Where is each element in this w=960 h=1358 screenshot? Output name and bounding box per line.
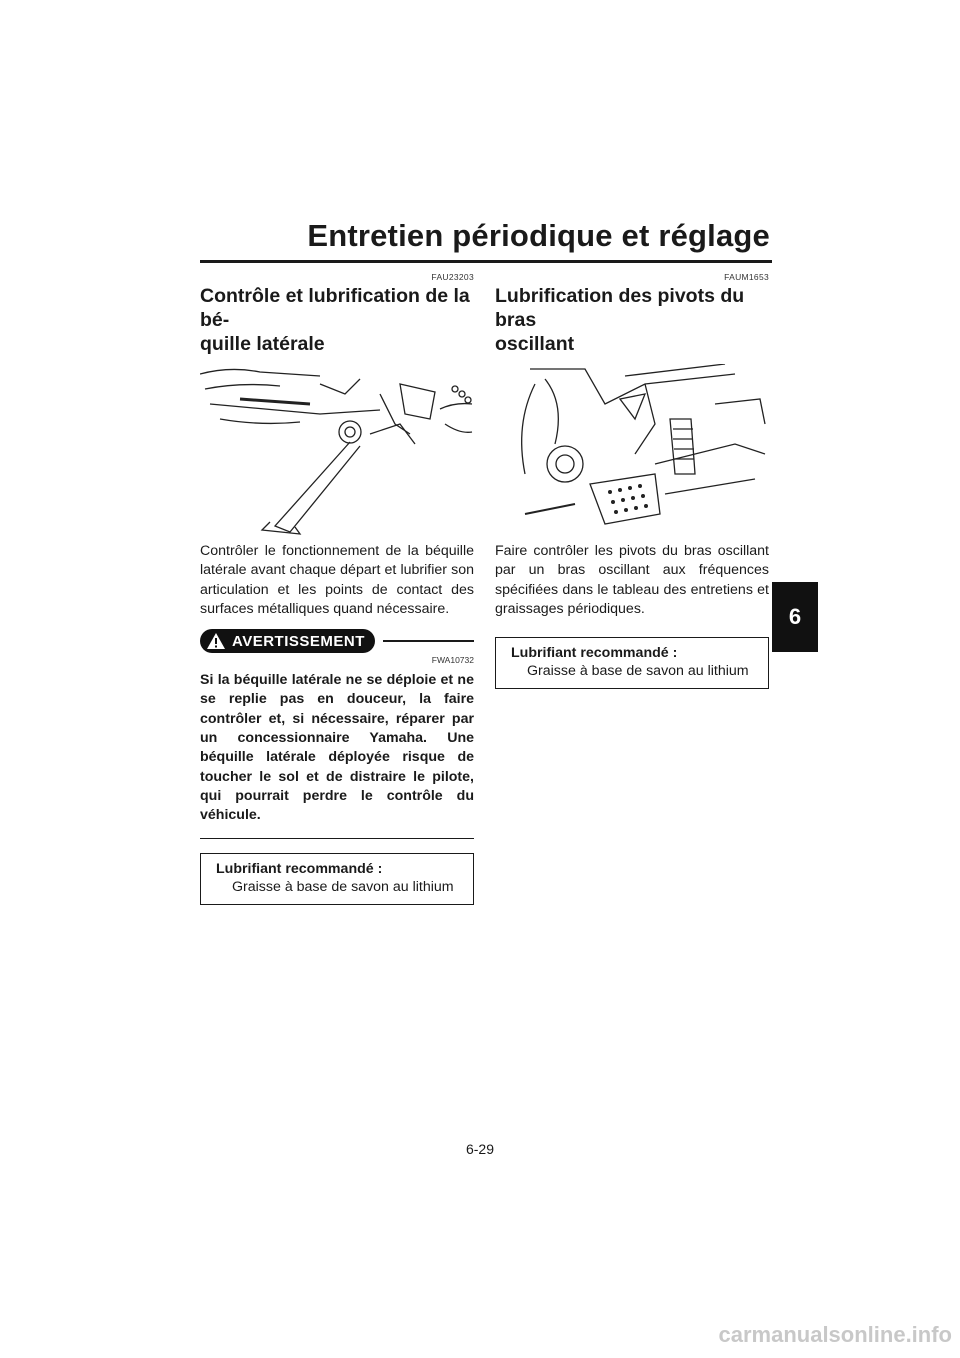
left-column [200, 272, 474, 905]
section-ref-code: FAUM1653 [724, 272, 769, 282]
lubricant-box [495, 637, 769, 689]
warning-ref-code: FWA10732 [431, 655, 474, 666]
page-number: 6-29 [465, 1141, 495, 1157]
footer-watermark: carmanualsonline.info [718, 1322, 952, 1347]
lubricant-label: Lubrifiant recommandé : [511, 645, 678, 662]
header-rule [200, 260, 772, 263]
heading-line: Contrôle et lubrification de la bé- [200, 285, 470, 331]
warning-text: Si la béquille latérale ne se déploie et ne se replie pas en douceur, la faire contrôler et, si nécessaire, réparer par un concessionnaire Yamaha. Une béquille latérale déployée risque de toucher le sol et de distraire le pilote, qui pourrait perdre le contrôle du véhicule. [200, 672, 474, 824]
chapter-tab[interactable]: 6 [772, 582, 818, 652]
lubricant-label: Lubrifiant recommandé : [216, 861, 383, 878]
warning-rule [383, 640, 474, 642]
section-ref-code: FAU23203 [431, 272, 474, 282]
section-heading [200, 284, 474, 356]
lubricant-value: Graisse à base de savon au lithium [527, 663, 749, 680]
warning-triangle-icon [206, 632, 226, 650]
section-heading [495, 284, 769, 356]
heading-line: Lubrification des pivots du bras [495, 285, 745, 331]
warning-badge [200, 629, 375, 653]
right-column [495, 272, 769, 689]
swingarm-pivot-illustration [495, 364, 769, 536]
heading-line: oscillant [495, 333, 575, 355]
warning-header [200, 629, 474, 653]
heading-line: quille latérale [200, 333, 325, 355]
warning-label: AVERTISSEMENT [232, 632, 365, 650]
page-title: Entretien périodique et réglage [307, 218, 770, 253]
sidestand-illustration [200, 364, 474, 536]
lubricant-box [200, 853, 474, 905]
body-paragraph: Contrôler le fonctionnement de la béquille latérale avant chaque départ et lubrifier son articulation et les points de contact des surfaces métalliques quand nécessaire. [200, 543, 474, 617]
lubricant-value: Graisse à base de savon au lithium [232, 879, 454, 896]
warning-end-rule [200, 838, 474, 840]
body-paragraph: Faire contrôler les pivots du bras oscillant par un bras oscillant aux fréquences spécifiées dans le tableau des entretiens et graissages périodiques. [495, 543, 769, 617]
